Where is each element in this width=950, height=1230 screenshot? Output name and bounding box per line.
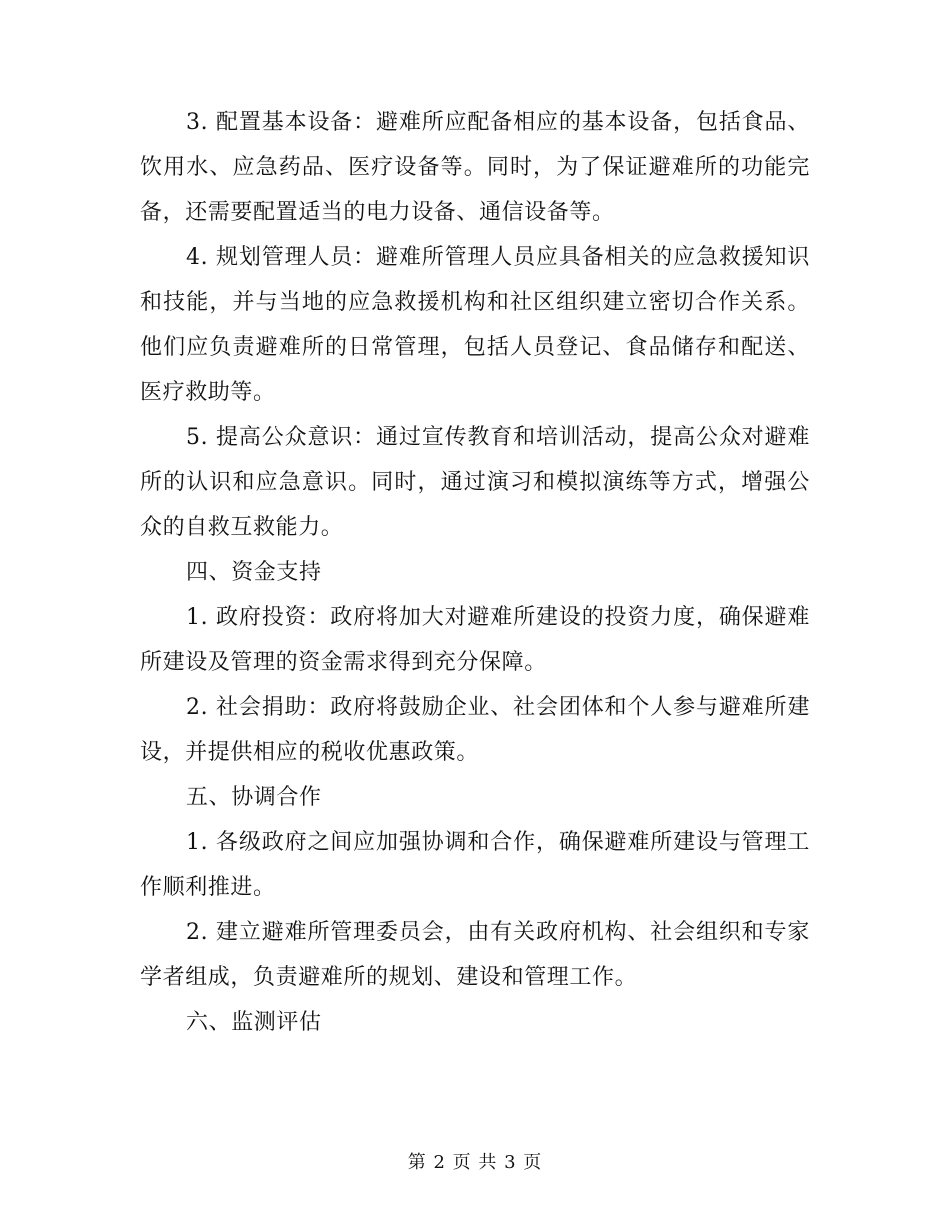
section-heading-funding: 四、资金支持 xyxy=(186,560,322,585)
paragraph-management-committee: 2. 建立避难所管理委员会，由有关政府机构、社会组织和专家学者组成，负责避难所的规划、建设和管理工作。 xyxy=(140,920,810,990)
paragraph-management-staff: 4. 规划管理人员：避难所管理人员应具备相关的应急救援知识和技能，并与当地的应急救援机构和社区组织建立密切合作关系。他们应负责避难所的日常管理，包括人员登记、食品储存和配送、医疗救助等。 xyxy=(140,245,810,405)
paragraph-government-coordination: 1. 各级政府之间应加强协调和合作，确保避难所建设与管理工作顺利推进。 xyxy=(140,830,810,900)
document-body xyxy=(140,100,810,1045)
section-heading-monitoring: 六、监测评估 xyxy=(186,1010,322,1035)
paragraph-equipment: 3. 配置基本设备：避难所应配备相应的基本设备，包括食品、饮用水、应急药品、医疗设备等。同时，为了保证避难所的功能完备，还需要配置适当的电力设备、通信设备等。 xyxy=(140,110,810,225)
paragraph-public-awareness: 5. 提高公众意识：通过宣传教育和培训活动，提高公众对避难所的认识和应急意识。同时，通过演习和模拟演练等方式，增强公众的自救互救能力。 xyxy=(140,425,810,540)
page-number-footer: 第 2 页 共 3 页 xyxy=(407,1152,543,1173)
paragraph-social-donation: 2. 社会捐助：政府将鼓励企业、社会团体和个人参与避难所建设，并提供相应的税收优惠政策。 xyxy=(140,695,810,765)
section-heading-coordination: 五、协调合作 xyxy=(186,785,322,810)
paragraph-government-investment: 1. 政府投资：政府将加大对避难所建设的投资力度，确保避难所建设及管理的资金需求得到充分保障。 xyxy=(140,605,810,675)
